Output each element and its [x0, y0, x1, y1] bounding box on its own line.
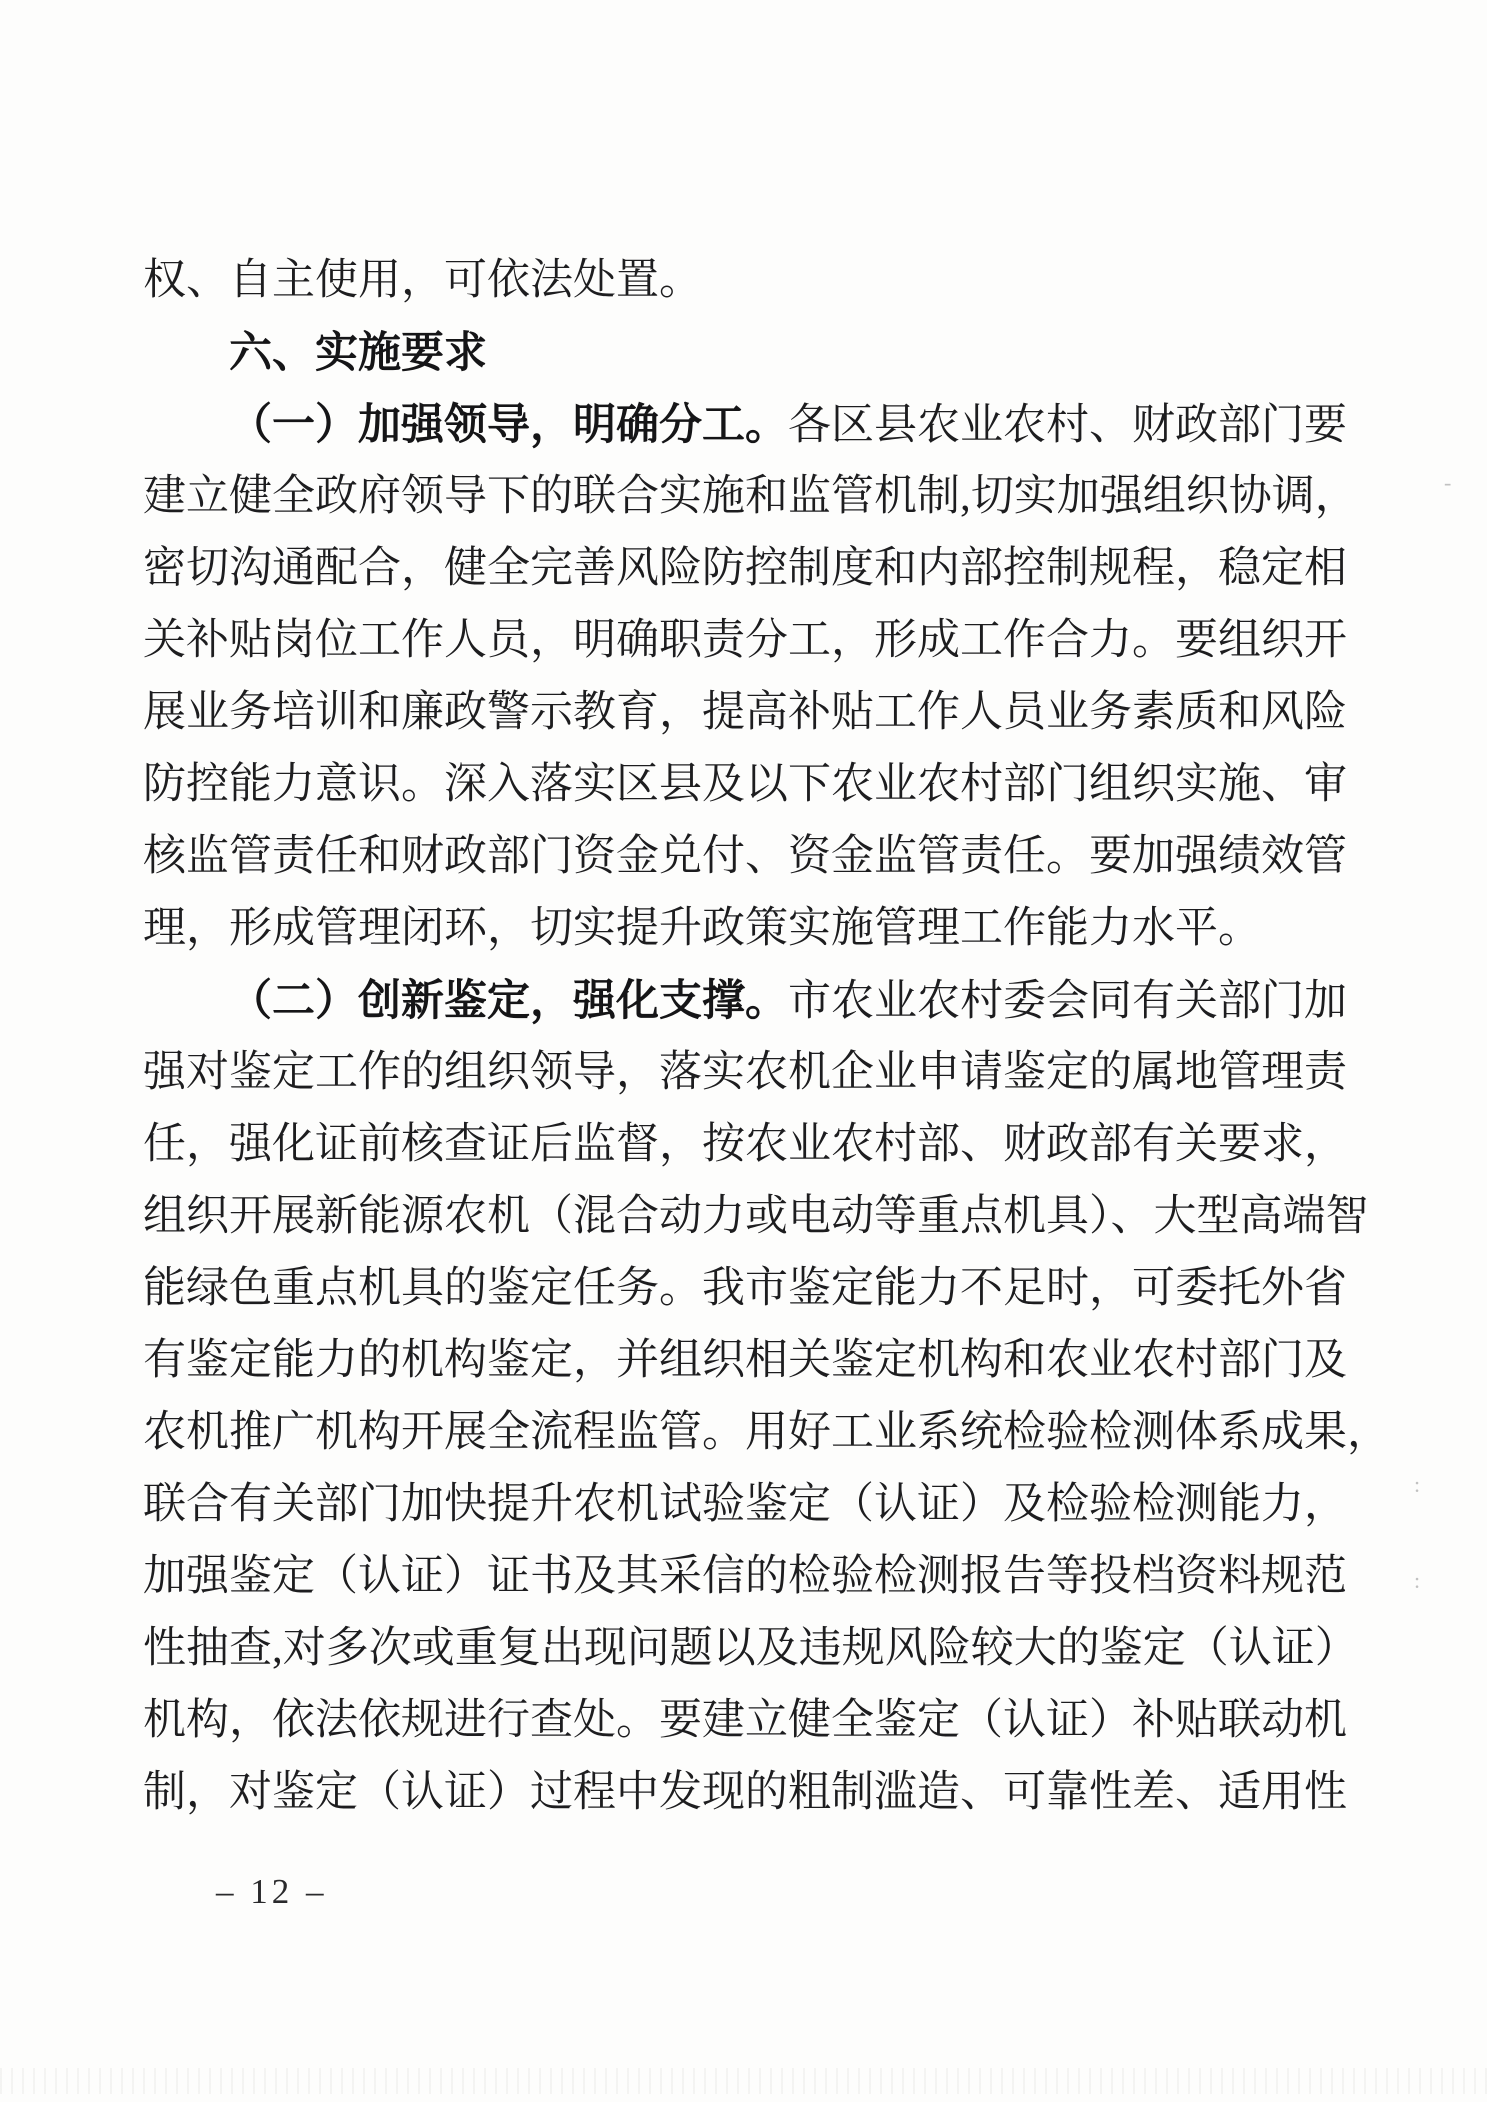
scan-artifact: : [1414, 1568, 1421, 1593]
text-line [143, 1325, 1433, 1397]
scan-artifact: : [1414, 1472, 1421, 1497]
text-line [143, 1181, 1433, 1253]
line-text: 强对鉴定工作的组织领导，落实农机企业申请鉴定的属地管理责 [143, 1049, 1347, 1096]
line-text: 任，强化证前核查证后监督，按农业农村部、财政部有关要求， [143, 1121, 1347, 1168]
text-line [143, 1613, 1433, 1685]
line-text: 市农业农村委会同有关部门加 [788, 978, 1347, 1025]
text-line [143, 1469, 1433, 1541]
text-line [143, 1109, 1433, 1181]
paragraph-lead: （二）创新鉴定，强化支撑。 [229, 977, 788, 1025]
text-line [143, 605, 1433, 677]
line-text: 性抽查,对多次或重复出现问题以及违规风险较大的鉴定（认证） [143, 1625, 1358, 1672]
text-line [143, 1541, 1433, 1613]
document-body [143, 245, 1433, 1829]
line-text: 关补贴岗位工作人员，明确职责分工，形成工作合力。要组织开 [143, 617, 1347, 664]
text-line [143, 965, 1433, 1037]
line-text: 理，形成管理闭环，切实提升政策实施管理工作能力水平。 [143, 905, 1261, 952]
text-line [143, 1253, 1433, 1325]
text-line [143, 245, 1433, 317]
line-text: 制，对鉴定（认证）过程中发现的粗制滥造、可靠性差、适用性 [143, 1769, 1347, 1816]
line-text: 各区县农业农村、财政部门要 [788, 402, 1347, 449]
line-text: 建立健全政府领导下的联合实施和监管机制,切实加强组织协调， [143, 473, 1358, 520]
text-line [143, 1757, 1433, 1829]
page-number: – 12 – [216, 1872, 328, 1911]
text-line [143, 677, 1433, 749]
text-line [143, 533, 1433, 605]
text-line [143, 461, 1433, 533]
line-text: 机构，依法依规进行查处。要建立健全鉴定（认证）补贴联动机 [143, 1697, 1347, 1744]
line-text: 核监管责任和财政部门资金兑付、资金监管责任。要加强绩效管 [143, 833, 1347, 880]
line-text: 展业务培训和廉政警示教育，提高补贴工作人员业务素质和风险 [143, 689, 1347, 736]
line-text: 能绿色重点机具的鉴定任务。我市鉴定能力不足时，可委托外省 [143, 1265, 1347, 1312]
section-heading [143, 317, 1433, 389]
scan-artifact: - [1444, 470, 1452, 495]
line-text: 密切沟通配合，健全完善风险防控制度和内部控制规程，稳定相 [143, 545, 1347, 592]
text-line [143, 1037, 1433, 1109]
line-text: 联合有关部门加快提升农机试验鉴定（认证）及检验检测能力， [143, 1481, 1347, 1528]
text-line [143, 821, 1433, 893]
line-text: 农机推广机构开展全流程监管。用好工业系统检验检测体系成果， [143, 1409, 1390, 1456]
line-text: 组织开展新能源农机（混合动力或电动等重点机具）、大型高端智 [143, 1193, 1369, 1240]
text-line [143, 893, 1433, 965]
line-text: 防控能力意识。深入落实区县及以下农业农村部门组织实施、审 [143, 761, 1347, 808]
paragraph-lead: （一）加强领导，明确分工。 [229, 401, 788, 449]
line-text: 加强鉴定（认证）证书及其采信的检验检测报告等投档资料规范 [143, 1553, 1347, 1600]
text-line [143, 389, 1433, 461]
line-text: 有鉴定能力的机构鉴定，并组织相关鉴定机构和农业农村部门及 [143, 1337, 1347, 1384]
text-line [143, 1397, 1433, 1469]
text-line [143, 1685, 1433, 1757]
scan-edge-noise [0, 2068, 1487, 2094]
paragraph-lead: 六、实施要求 [229, 329, 487, 377]
line-text: 权、自主使用，可依法处置。 [143, 257, 702, 304]
text-line [143, 749, 1433, 821]
